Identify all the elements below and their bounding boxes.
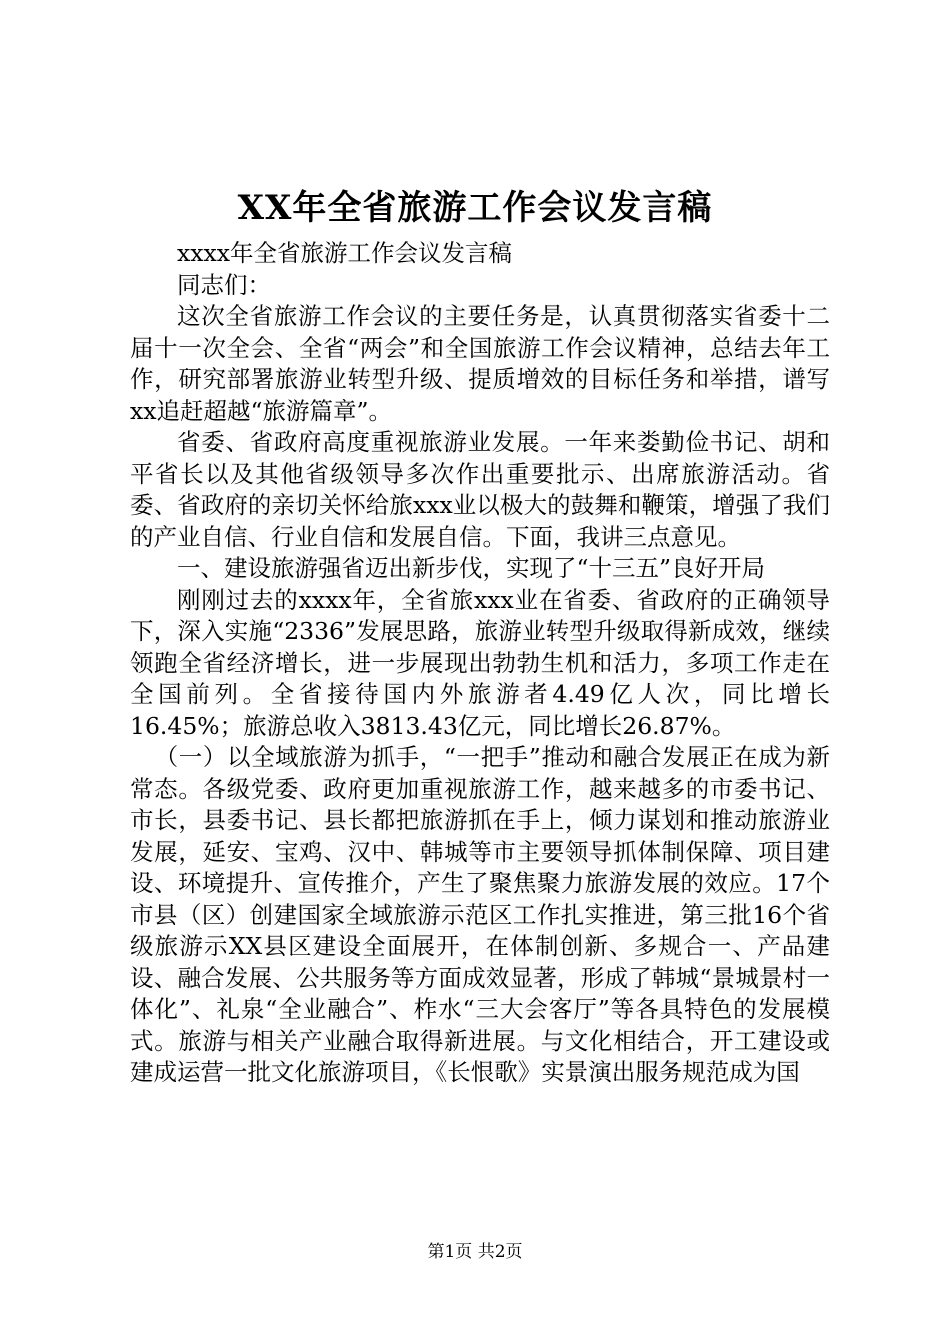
section-heading: 一、建设旅游强省迈出新步伐，实现了“十三五”良好开局: [177, 554, 766, 582]
body-paragraph: 刚刚过去的xxxx年，全省旅xxx业在省委、省政府的正确领导下，深入实施“2336”发展思路，旅游业转型升级取得新成效，继续领跑全省经济增长，进一步展现出勃勃生机和活力，多项工作走在全国前列。全省接待国内外旅游者4.49亿人次，同比增长16.45%；旅游总收入3813.43亿元，同比增长26.87%。: [130, 585, 830, 740]
body-paragraph: （一）以全域旅游为抓手，“一把手”推动和融合发展正在成为新常态。各级党委、政府更加重视旅游工作，越来越多的市委书记、市长，县委书记、县长都把旅游抓在手上，倾力谋划和推动旅游业发展，延安、宝鸡、汉中、韩城等市主要领导抓体制保障、项目建设、环境提升、宣传推介，产生了聚焦聚力旅游发展的效应。17个市县（区）创建国家全域旅游示范区工作扎实推进，第三批16个省级旅游示XX县区建设全面展开，在体制创新、多规合一、产品建设、融合发展、公共服务等方面成效显著，形成了韩城“景城景村一体化”、礼泉“全业融合”、柞水“三大会客厅”等各具特色的发展模式。旅游与相关产业融合取得新进展。与文化相结合，开工建设或建成运营一批文化旅游项目，《长恨歌》实景演出服务规范成为国: [130, 743, 830, 1086]
document-title: XX年全省旅游工作会议发言稿: [237, 188, 713, 228]
page-number-footer: 第1页 共2页: [427, 1242, 523, 1262]
body-paragraph: 这次全省旅游工作会议的主要任务是，认真贯彻落实省委十二届十一次全会、全省“两会”和全国旅游工作会议精神，总结去年工作，研究部署旅游业转型升级、提质增效的目标任务和举措，谱写xx追赶超越“旅游篇章”。: [130, 302, 830, 425]
salutation-paragraph: 同志们：: [177, 270, 271, 299]
body-paragraph: 省委、省政府高度重视旅游业发展。一年来娄勤俭书记、胡和平省长以及其他省级领导多次作出重要批示、出席旅游活动。省委、省政府的亲切关怀给旅xxx业以极大的鼓舞和鞭策，增强了我们的产业自信、行业自信和发展自信。下面，我讲三点意见。: [130, 428, 830, 551]
document-body: [130, 238, 830, 1089]
subtitle-paragraph: xxxx年全省旅游工作会议发言稿: [177, 239, 513, 267]
